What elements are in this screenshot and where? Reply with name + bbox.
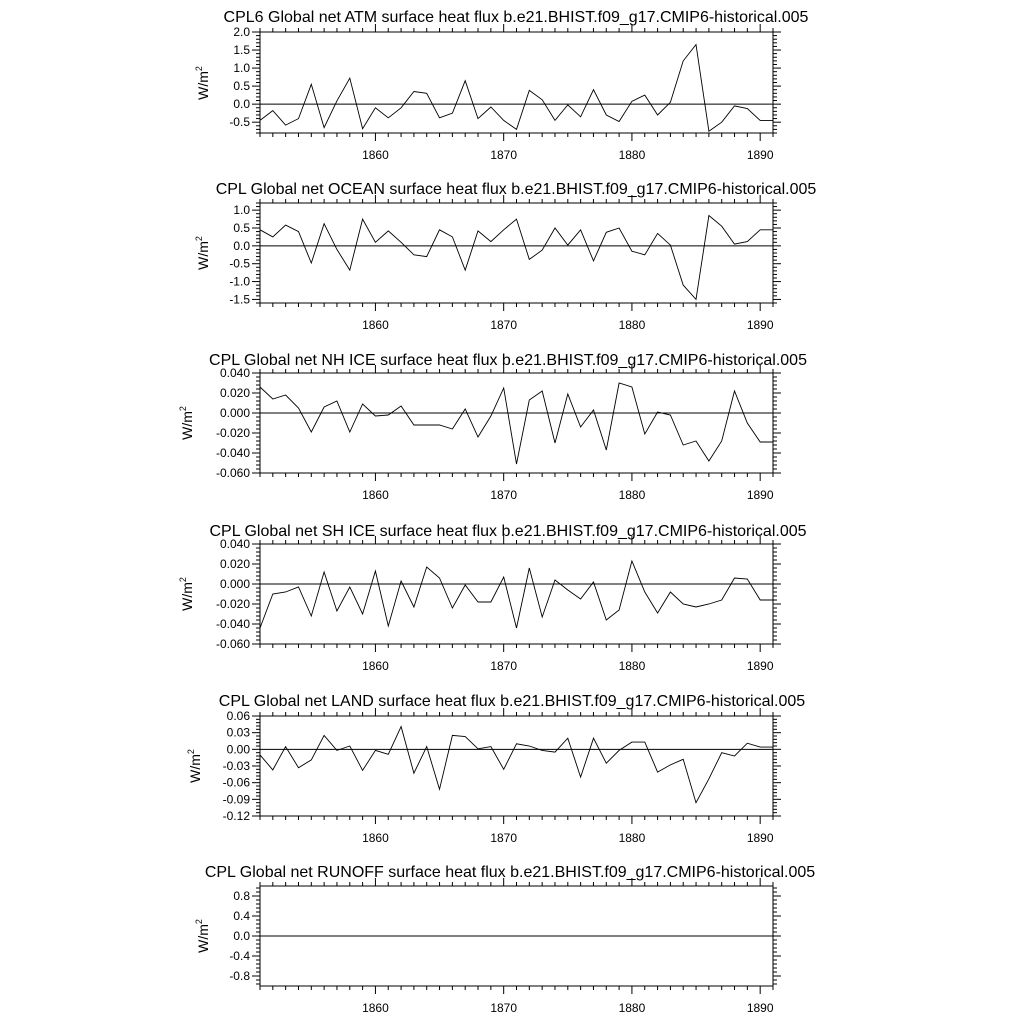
chart-panel-3	[178, 352, 807, 502]
x-tick-label: 1890	[746, 148, 774, 162]
x-tick-label: 1880	[618, 831, 646, 845]
y-tick-label: -0.020	[215, 597, 250, 611]
y-tick-label: -0.12	[222, 809, 250, 823]
y-tick-label: 0.0	[233, 238, 250, 253]
x-tick-label: 1880	[618, 659, 646, 673]
y-axis-label-unit: W/m	[195, 71, 211, 100]
y-tick-label: 1.5	[233, 43, 250, 58]
plot-frame	[260, 373, 773, 473]
y-tick-label: 0.000	[219, 406, 250, 420]
y-tick-label: -0.4	[229, 949, 250, 963]
chart-title: CPL6 Global net ATM surface heat flux b.e21.BHIST.f09_g17.CMIP6-historical.005	[223, 9, 809, 26]
x-tick-label: 1890	[746, 318, 774, 332]
y-tick-label: 0.000	[219, 577, 250, 591]
y-tick-label: 0.8	[233, 889, 250, 903]
chart-title: CPL Global net NH ICE surface heat flux b.e21.BHIST.f09_g17.CMIP6-historical.005	[209, 352, 807, 369]
x-tick-label: 1860	[362, 318, 389, 332]
chart-title: CPL Global net LAND surface heat flux b.e21.BHIST.f09_g17.CMIP6-historical.005	[218, 693, 806, 710]
y-axis-label	[194, 236, 211, 270]
chart-title: CPL Global net RUNOFF surface heat flux b.e21.BHIST.f09_g17.CMIP6-historical.005	[204, 864, 816, 881]
y-tick-label: 2.0	[233, 25, 250, 39]
y-tick-label: 0.5	[233, 221, 250, 235]
y-axis-label	[194, 919, 211, 953]
chart-panel-1	[194, 9, 809, 162]
y-tick-label: 0.00	[226, 742, 250, 757]
chart-title: CPL Global net OCEAN surface heat flux b.e21.BHIST.f09_g17.CMIP6-historical.005	[215, 181, 817, 198]
y-axis-label-unit: W/m	[179, 411, 195, 440]
y-tick-label: -0.03	[222, 759, 250, 773]
x-tick-label: 1890	[746, 659, 774, 673]
y-tick-label: 0.020	[219, 557, 250, 571]
y-axis-label	[178, 577, 195, 611]
y-axis-label-unit: W/m	[195, 241, 211, 270]
x-tick-label: 1870	[490, 318, 518, 332]
x-tick-label: 1860	[362, 659, 389, 673]
y-tick-label: 0.020	[219, 386, 250, 400]
y-tick-label: -0.020	[215, 426, 250, 440]
y-axis-label	[186, 749, 203, 783]
series-line	[260, 383, 773, 464]
x-tick-label: 1860	[362, 488, 389, 502]
y-tick-label: 0.5	[233, 79, 250, 94]
y-axis-label-unit: W/m	[195, 924, 211, 953]
chart-panel-2	[194, 181, 816, 332]
y-tick-label: -0.5	[229, 256, 250, 271]
series-line	[260, 216, 773, 300]
x-tick-label: 1870	[490, 831, 518, 845]
y-axis-label	[194, 66, 211, 100]
x-tick-label: 1880	[618, 488, 646, 502]
chart-panel-5	[186, 693, 805, 845]
x-tick-label: 1890	[746, 831, 774, 845]
y-axis-label-exponent: 2	[186, 749, 196, 755]
x-tick-label: 1860	[362, 831, 389, 845]
y-tick-label: 0.040	[219, 366, 250, 380]
y-tick-label: -0.040	[215, 617, 250, 631]
y-tick-label: 0.0	[233, 97, 250, 112]
x-tick-label: 1880	[618, 148, 646, 162]
y-axis-label-exponent: 2	[178, 577, 188, 583]
y-tick-label: 0.4	[233, 909, 250, 923]
y-tick-label: -0.5	[229, 115, 250, 130]
x-tick-label: 1890	[746, 488, 774, 502]
y-tick-label: -0.8	[229, 969, 250, 983]
plot-frame	[260, 544, 773, 644]
x-tick-label: 1870	[490, 148, 518, 162]
y-tick-label: -0.060	[215, 466, 250, 480]
y-axis-label-exponent: 2	[178, 406, 188, 412]
series-line	[260, 45, 773, 132]
y-axis-label-exponent: 2	[194, 236, 204, 242]
y-axis-label-exponent: 2	[194, 919, 204, 925]
y-axis-label-unit: W/m	[179, 582, 195, 611]
y-tick-label: 1.0	[233, 61, 250, 76]
plot-frame	[260, 203, 773, 303]
x-tick-label: 1870	[490, 1001, 518, 1015]
y-axis-label-unit: W/m	[187, 754, 203, 783]
x-tick-label: 1860	[362, 1001, 389, 1015]
series-line	[260, 561, 773, 628]
chart-panel-4	[178, 523, 807, 673]
y-tick-label: 1.0	[233, 203, 250, 218]
series-line	[260, 727, 773, 803]
y-axis-label-exponent: 2	[194, 66, 204, 72]
y-tick-label: -0.040	[215, 446, 250, 460]
y-tick-label: -0.06	[222, 775, 250, 790]
x-tick-label: 1870	[490, 488, 518, 502]
y-tick-label: -1.0	[229, 274, 250, 289]
y-tick-label: -1.5	[229, 292, 250, 307]
chart-panel-6	[194, 864, 815, 1015]
y-tick-label: 0.0	[233, 929, 250, 943]
plot-frame	[260, 716, 773, 816]
y-tick-label: 0.06	[226, 709, 250, 723]
y-tick-label: 0.040	[219, 537, 250, 551]
x-tick-label: 1860	[362, 148, 389, 162]
y-tick-label: -0.060	[215, 637, 250, 651]
chart-title: CPL Global net SH ICE surface heat flux b.e21.BHIST.f09_g17.CMIP6-historical.005	[209, 523, 807, 540]
y-tick-label: -0.09	[222, 792, 250, 807]
y-tick-label: 0.03	[226, 725, 250, 740]
x-tick-label: 1880	[618, 1001, 646, 1015]
y-axis-label	[178, 406, 195, 440]
x-tick-label: 1880	[618, 318, 646, 332]
x-tick-label: 1890	[746, 1001, 774, 1015]
x-tick-label: 1870	[490, 659, 518, 673]
